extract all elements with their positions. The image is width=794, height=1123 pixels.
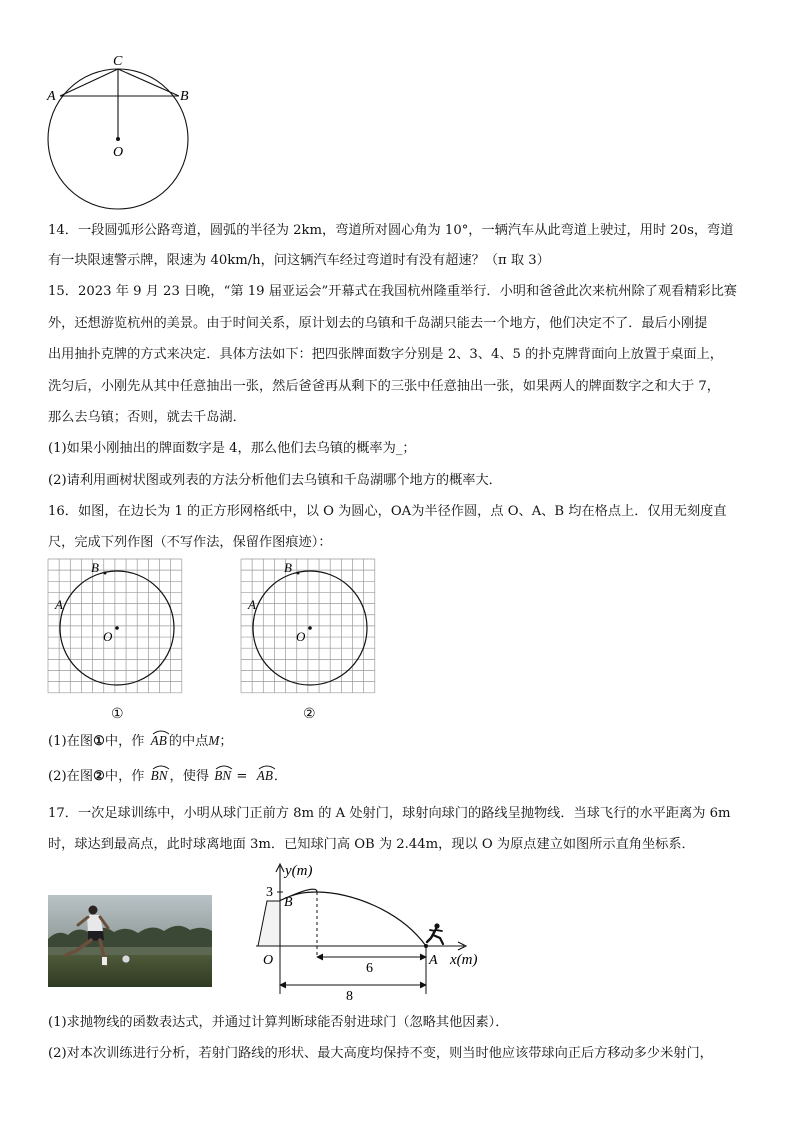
goal-post (258, 901, 280, 946)
dim-6-arrow-left (317, 954, 323, 960)
q16-part2-comma: ，使得 (169, 769, 210, 784)
grid-figure-2 (233, 555, 393, 705)
point-a (424, 944, 428, 948)
q15-part2: (2)请利用画树状图或列表的方法分析他们去乌镇和千岛湖哪个地方的概率大． (48, 473, 502, 488)
grid2-label-o: O (296, 629, 306, 644)
q16-part2-end: ． (273, 769, 288, 784)
grid2-label-a: A (248, 597, 256, 612)
arc-ab-text: AB (150, 733, 167, 748)
parabola-diagram (250, 860, 490, 1005)
q16-part2-mid: 中，作 (104, 769, 145, 784)
dim-8-arrow-left (280, 982, 286, 988)
circle-chord-figure (40, 52, 200, 212)
label-a: A (47, 89, 56, 104)
arc-ab (151, 732, 167, 750)
q16-line1: 16．如图，在边长为 1 的正方形网格纸中，以 O 为圆心，OA为半径作圆，点 O、A、B 均在格点上．仅用无刻度直 (48, 504, 727, 519)
q14-line2: 有一块限速警示牌，限速为 40km/h，问这辆汽车经过弯道时有没有超速？（π 取 3） (48, 253, 550, 268)
label-3: 3 (266, 885, 273, 900)
dim-6-arrow-right (420, 954, 426, 960)
q16-line2: 尺，完成下列作图（不写作法，保留作图痕迹）： (48, 535, 332, 550)
point-b-2 (297, 572, 300, 575)
grid1-label-o: O (103, 629, 113, 644)
q14-line1: 14．一段圆弧形公路弯道，圆弧的半径为 2km，弯道所对圆心角为 10°，一辆汽车从此弯道上驶过，用时 20s，弯道 (48, 223, 734, 238)
label-c: C (113, 54, 123, 69)
soccer-photo-illustration (48, 895, 212, 987)
q17-line1: 17．一次足球训练中，小明从球门正前方 8m 的 A 处射门，球射向球门的路线呈抛物线．当球飞行的水平距离为 6m (48, 806, 731, 821)
parabola-path (280, 889, 426, 946)
q15-line5: 那么去乌镇；否则，就去千岛湖． (48, 410, 246, 425)
soccer-ball (122, 955, 130, 963)
grid-lines-2 (241, 559, 375, 693)
center-dot (116, 137, 120, 141)
arc-bn-2-text: BN (214, 768, 232, 783)
arc-bn-1-text: BN (150, 768, 168, 783)
arc-mark (215, 764, 233, 770)
grid2-label-b: B (284, 560, 292, 575)
q15-line4: 洗匀后，小刚先从其中任意抽出一张，然后爸爸再从剩下的三张中任意抽出一张，如果两人的牌面数字之和大于 7， (48, 379, 720, 394)
arc-ab-2-text: AB (256, 768, 273, 783)
grid1-label-a: A (55, 597, 63, 612)
caption-1: ① (111, 706, 124, 722)
soccer-photo (48, 895, 212, 987)
q16-part2 (48, 767, 287, 786)
center-dot-2 (308, 626, 312, 630)
arc-mark (258, 764, 276, 770)
grid1-label-b: B (91, 560, 99, 575)
q15-part1: (1)如果小刚抽出的牌面数字是 4，那么他们去乌镇的概率为_； (48, 441, 416, 456)
q16-part2-num: ② (93, 769, 105, 784)
label-b: B (284, 895, 293, 910)
axis-y-label: y(m) (285, 863, 313, 879)
q16-part1-suffix: 的中点 (168, 734, 209, 749)
arc-mark (152, 729, 170, 735)
grid-lines-1 (48, 559, 182, 693)
q16-part1 (48, 732, 233, 751)
dim-8-arrow-right (420, 982, 426, 988)
axis-x-label: x(m) (450, 952, 478, 968)
arc-mark (152, 764, 170, 770)
q16-part1-num: ① (93, 734, 105, 749)
player-sock (102, 957, 107, 965)
arc-ab-2 (257, 767, 273, 785)
segment-bc (118, 69, 179, 96)
q15-line3: 出用抽扑克牌的方式来决定．具体方法如下：把四张牌面数字分别是 2、3、4、5 的扑克牌背面向上放置于桌面上， (48, 347, 723, 362)
arc-bn-1 (151, 767, 168, 785)
label-b: B (180, 89, 189, 104)
q16-part2-prefix: (2)在图 (48, 769, 94, 784)
dim-6-label: 6 (366, 961, 373, 976)
q16-part1-prefix: (1)在图 (48, 734, 94, 749)
point-b-1 (104, 572, 107, 575)
caption-2: ② (303, 706, 316, 722)
arc-bn-2 (214, 767, 231, 785)
grid-figure-1 (40, 555, 200, 705)
label-a: A (429, 953, 438, 968)
kicker-icon (427, 923, 443, 944)
q16-part2-eq: = (232, 769, 252, 784)
q17-line2: 时，球达到最高点，此时球离地面 3m．已知球门高 OB 为 2.44m，现以 O 为原点建立如图所示直角坐标系． (48, 837, 695, 852)
segment-ac (60, 69, 118, 96)
q16-part1-mid: 中，作 (104, 734, 145, 749)
label-o: O (263, 953, 274, 968)
q16-part1-point: M (208, 733, 220, 748)
q15-line1: 15．2023 年 9 月 23 日晚，“第 19 届亚运会”开幕式在我国杭州隆重举行．小明和爸爸此次来杭州除了观看精彩比赛 (48, 284, 737, 299)
q17-part2: (2)对本次训练进行分析，若射门路线的形状、最大高度均保持不变，则当时他应该带球向正后方移动多少米射门， (48, 1046, 713, 1061)
q16-part1-end: ； (219, 734, 233, 749)
q15-line2: 外，还想游览杭州的美景。由于时间关系，原计划去的乌镇和千岛湖只能去一个地方，他们决定不了．最后小刚提 (48, 316, 708, 331)
label-o: O (113, 145, 124, 160)
player-head (89, 906, 98, 915)
dim-8-label: 8 (346, 989, 353, 1004)
center-dot-1 (115, 626, 119, 630)
q17-part1: (1)求抛物线的函数表达式，并通过计算判断球能否射进球门（忽略其他因素）． (48, 1015, 509, 1030)
